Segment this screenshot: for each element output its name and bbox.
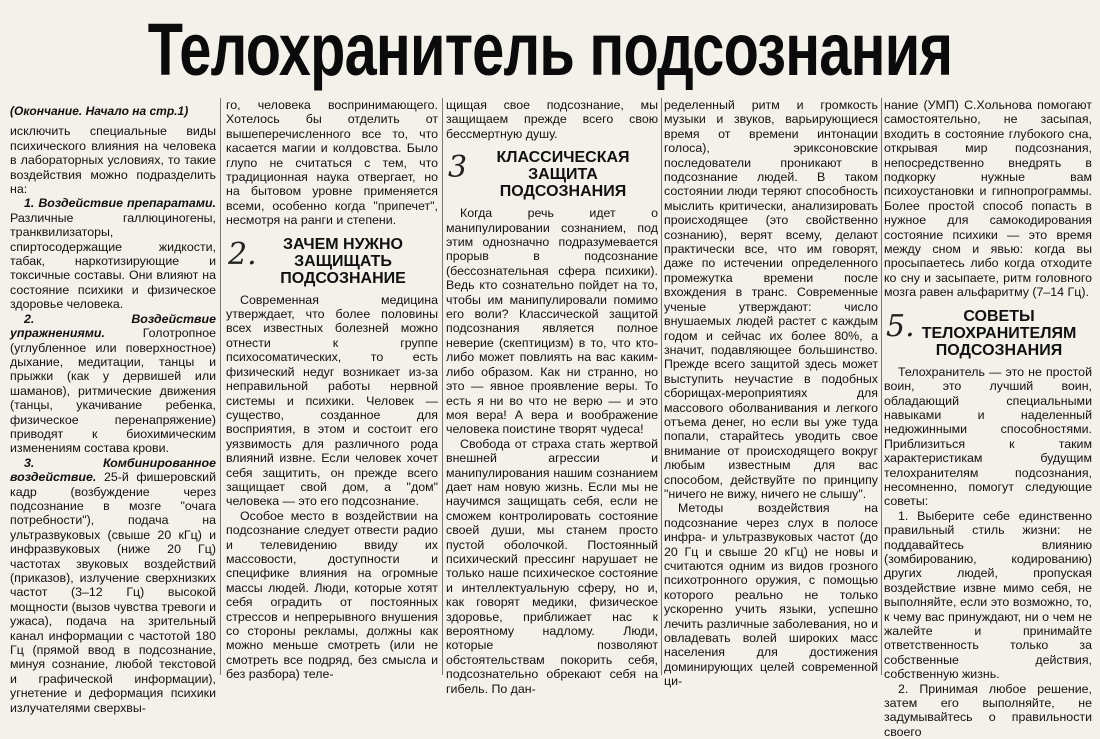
item-label: 3. Комбинированное воздействие. bbox=[10, 455, 216, 485]
section-title: КЛАССИЧЕСКАЯ ЗАЩИТА ПОДСОЗНАНИЯ bbox=[496, 149, 630, 201]
paragraph bbox=[10, 312, 216, 456]
section-heading bbox=[884, 308, 1092, 359]
item-label: 2. Воздействие упражнениями. bbox=[10, 311, 216, 341]
handwritten-number: 2. bbox=[228, 236, 257, 272]
paragraph: го, человека воспринимающего. Хотелось бы отделить от вышеперечисленного все то, что касается магии и колдовства. Было глупо не считаться с тем, что традиционная наука отвергает, но на бытовом уровне применяется всеми, особенно когда "припечет", несмотря на ранги и степени. bbox=[226, 98, 438, 228]
paragraph: Когда речь идет о манипулировании сознанием, под этим однозначно подразумевается прорыв в подсознание (бессознательная сфера психики). Ведь кто сознательно пойдет на то, чтобы им манипулировали помимо его воли? Классической защитой подсознания является полное неверие (скептицизм) в то, что кто-либо может повлиять на вас каким-либо образом. Как ни странно, но это — явное проявление веры. То есть я ни во что не верю — и это моя вера! А вера и воображение человека поистине творят чудеса! bbox=[446, 206, 658, 437]
handwritten-number: 5. bbox=[886, 308, 915, 344]
article-column-1 bbox=[10, 98, 216, 715]
paragraph: Телохранитель — это не простой воин, это лучший воин, обладающий специальными навыками и наделенный недюжинными способностями. Приблизиться к таким характеристикам будущим телохранителям подсознания, несомненно, помогут следующие советы: bbox=[884, 364, 1092, 509]
item-text: 25-й фишеровский кадр (возбуждение через подсознание в мозге "очага потребности"), подача на ультразвуковых (свыше 20 кГц) и инфразвуковых (ниже 20 Гц) частотах звуковых воздействий (приказов), излучение сверхнизких частот (3–12 Гц) высокой мощности (вызов чувства тревоги и ужаса), подача на зрительный канал информации с частотой 180 Гц (прямой ввод в подсознание, минуя сознание, любой текстовой и графической информации), угнетение и деформация психики излучателями сверхвы- bbox=[10, 470, 216, 715]
paragraph: исключить специальные виды психического влияния на человека в лабораторных условиях, то такие воздействия можно подразделить на: bbox=[10, 124, 216, 197]
paragraph: нание (УМП) С.Хольнова помогают самостоятельно, не засыпая, входить в состояние глубокого сна, открывая мир подсознания, непосредственно внедрять в подкорку нужные вам психоустановки и гипнопрограммы. Более простой способ попасть в нужное для самокодирования состояние психики — это время между сном и явью: когда вы просыпаетесь либо когда отходите ко сну и засыпаете, ритм головного мозга равен альфаритму (7–14 Гц). bbox=[884, 98, 1092, 300]
paragraph: Свобода от страха стать жертвой внешней агрессии и манипулирования нашим сознанием дает нам новую жизнь. Если мы не научимся защищать себя, если не сможем контролировать состояние своей души, мы станем просто пустой оболочкой. Постоянный психический прессинг нарушает не только наше психическое состояние и интеллектуальную сферу, но и, как говорят медики, физическое здоровье, приближает нас к вероятному надлому. Люди, которые позволяют обстоятельствам покорить себя, подсознательно обрекают себя на гибель. По дан- bbox=[446, 436, 658, 696]
column-divider bbox=[661, 98, 662, 675]
item-label: 1. Воздействие препаратами. bbox=[24, 196, 216, 211]
section-heading bbox=[446, 149, 658, 200]
column-divider bbox=[220, 98, 221, 675]
paragraph: Методы воздействия на подсознание через слух в полосе инфра- и ультразвуковых частот (до 20 Гц и свыше 20 кГц) не новы и считаются одним из видов грозного психотронного оружия, с помощью которого реально не только ускоренно учить языки, успешно лечить различные заболевания, но и овладевать волей широких масс населения для достижения доминирующих целей современной ци- bbox=[664, 501, 878, 689]
paragraph: Современная медицина утверждает, что более половины всех известных болезней можно отнести к группе психосоматических, то есть физический недуг возникает из-за неправильной работы нервной системы и психики. Человек — существо, созданное для восприятия, в этом и состоит его уязвимость для различного рода влияний извне. Если человек хочет себя защитить, он прежде всего защищает свой дом, а "дом" человека — это его подсознание. bbox=[226, 292, 438, 509]
column-divider bbox=[881, 98, 882, 675]
paragraph bbox=[10, 456, 216, 715]
item-text: Голотропное (углубленное или поверхностное) дыхание, медитации, танцы и прыжки (как у дервишей или шаманов), ритмические движения (танцы, укачивание ребенка, физическое перенапряжение) приводят к биохимическим изменениям состава крови. bbox=[10, 326, 216, 456]
continuation-note: (Окончание. Начало на стр.1) bbox=[10, 104, 189, 118]
paragraph: 1. Выберите себе единственно правильный стиль жизни: не поддавайтесь влиянию (зомбированию, кодированию) других людей, пропуская воздействие извне мимо себя, не выполняйте, если это возможно, то, к чему вас принуждают, ни о чем не жалейте и принимайте ответственность только за собственные действия, собственную жизнь. bbox=[884, 508, 1092, 682]
section-title: ЗАЧЕМ НУЖНО ЗАЩИЩАТЬ ПОДСОЗНАНИЕ bbox=[280, 235, 406, 287]
handwritten-number: 3 bbox=[448, 150, 468, 186]
paragraph: щищая свое подсознание, мы защищаем прежде всего свою бессмертную душу. bbox=[446, 98, 658, 141]
paragraph bbox=[10, 196, 216, 311]
article-column-5 bbox=[884, 98, 1092, 739]
paragraph: 2. Принимая любое решение, затем его выполняйте, не задумывайтесь о правильности своего bbox=[884, 681, 1092, 739]
column-divider bbox=[442, 98, 443, 675]
section-heading bbox=[226, 236, 438, 287]
article-column-4 bbox=[664, 98, 878, 689]
article-column-3 bbox=[446, 98, 658, 696]
section-title: СОВЕТЫ ТЕЛОХРАНИТЕЛЯМ ПОДСОЗНАНИЯ bbox=[921, 307, 1077, 359]
page-headline: Телохранитель подсознания bbox=[147, 8, 953, 91]
paragraph: ределенный ритм и громкость музыки и звуков, варьирующиеся время от времени интонации голоса), эриксоновские последователи проникают в подсознание людей. В таком состоянии люди теряют способность мыслить критически, анализировать происходящее (это свойственно сознанию), верят всему, делают практически все, что им говорят, даже по истечении определенного промежутка времени после вхождения в транс. Современные ученые утверждают: число внушаемых людей растет с каждым годом и сейчас их более 80%, а значит, подавляющее большинство. Прежде всего защитой здесь может выступить неучастие в подобных сборищах-мероприятиях для массового оболванивания и легкого отъема денег, но если вы уже туда попали, старайтесь уводить свое внимание от происходящего вокруг любым известным для вас способом, действуйте по принципу "ничего не вижу, ничего не слышу". bbox=[664, 98, 878, 501]
paragraph: Особое место в воздействии на подсознание следует отвести радио и телевидению ввиду их массовости, доступности и специфике влияния на огромные массы людей. Люди, которые хотят себя оградить от постоянных стрессов и непрерывного внушения со стороны рекламы, должны как можно меньше смотреть (или не смотреть все подряд, без смысла и без разбора) теле- bbox=[226, 508, 438, 682]
item-text: Различные галлюциногены, транквилизаторы, спиртосодержащие жидкости, табак, наркотизирующие и токсичные составы. Они влияют на состояние психики и физическое здоровье человека. bbox=[10, 210, 216, 312]
article-column-2 bbox=[226, 98, 438, 682]
